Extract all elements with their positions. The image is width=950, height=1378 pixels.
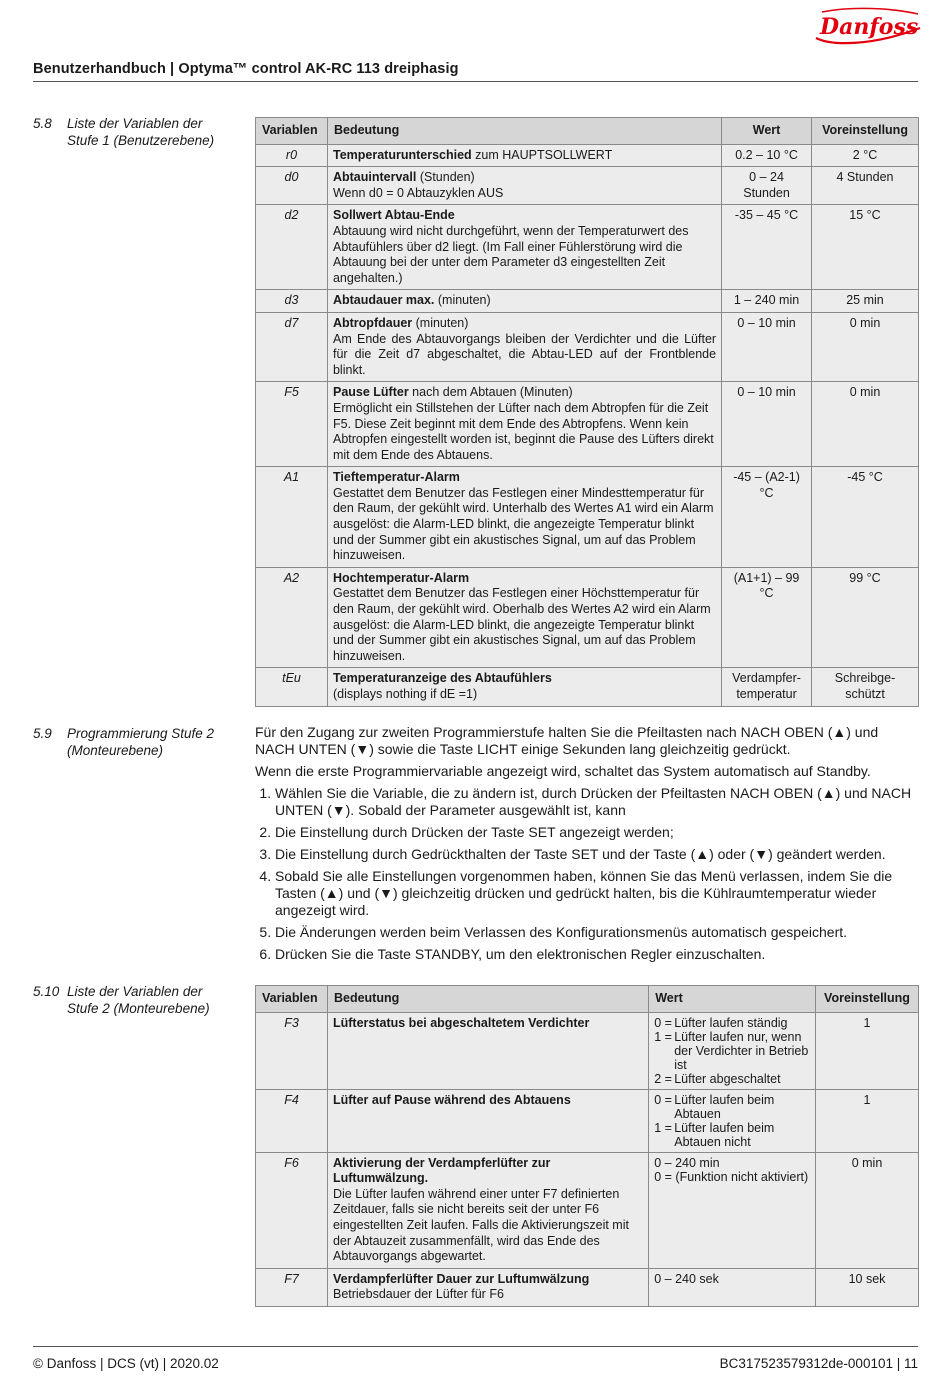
variable-description bbox=[327, 1012, 648, 1089]
variable-value-range bbox=[649, 1152, 816, 1268]
value-line bbox=[654, 1156, 810, 1170]
variable-default: -45 °C bbox=[812, 467, 919, 568]
value-line bbox=[654, 1016, 810, 1030]
value-text: Lüfter laufen beim Abtauen bbox=[674, 1092, 775, 1121]
variable-text: Wenn d0 = 0 Abtauzyklen AUS bbox=[332, 185, 504, 200]
variable-code: F7 bbox=[256, 1268, 328, 1306]
variable-description bbox=[327, 668, 721, 706]
danfoss-logo bbox=[812, 6, 924, 48]
variable-code: A2 bbox=[256, 567, 328, 668]
variable-default: 4 Stunden bbox=[812, 167, 919, 205]
value-text: Lüfter laufen beim Abtauen nicht bbox=[674, 1120, 775, 1149]
table-row bbox=[256, 1152, 919, 1268]
value-line bbox=[654, 1121, 810, 1149]
variable-title: Pause Lüfter bbox=[332, 385, 409, 400]
variable-default: 15 °C bbox=[812, 205, 919, 290]
variable-title: Aktivierung der Verdampferlüfter zur Luftumwälzung. bbox=[332, 1155, 551, 1186]
value-text: Lüfter laufen nur, wenn der Verdichter in Betrieb ist bbox=[674, 1029, 809, 1072]
variable-title: Abtropfdauer bbox=[332, 315, 413, 330]
variable-title: Sollwert Abtau-Ende bbox=[332, 208, 455, 223]
variable-title: Verdampferlüfter Dauer zur Luftumwälzung bbox=[332, 1271, 590, 1286]
variable-default: 25 min bbox=[812, 290, 919, 313]
variable-code: d0 bbox=[256, 167, 328, 205]
value-line bbox=[654, 1170, 810, 1184]
variable-text: Ermöglicht ein Stillstehen der Lüfter nach dem Abtropfen für die Zeit F5. Diese Zeit beginnt mit dem Ende des Abtropfens. Wenn kein Abtropfen eingestellt worden ist, beginnt die Pause des Lüfters direkt mit dem Ende des Abtauens. bbox=[332, 400, 714, 462]
variable-default: 1 bbox=[816, 1089, 919, 1152]
section-number: 5.10 bbox=[33, 984, 60, 999]
table-row bbox=[256, 1268, 919, 1306]
table-header-row bbox=[256, 118, 919, 145]
variable-value-range bbox=[649, 1012, 816, 1089]
variable-code: F3 bbox=[256, 1012, 328, 1089]
variable-description bbox=[327, 290, 721, 313]
variable-value-range: 0 – 10 min bbox=[722, 312, 812, 381]
value-line bbox=[654, 1072, 810, 1086]
variable-code: d2 bbox=[256, 205, 328, 290]
value-line bbox=[654, 1093, 810, 1121]
variable-text: Gestattet dem Benutzer das Festlegen einer Höchsttemperatur für den Raum, der gekühlt wird. Oberhalb des Wertes A2 wird ein Alarm ausgelöst: die Alarm-LED blinkt, die angezeigte Temperatur blinkt und der Summer gibt ein akustisches Signal, um auf das Problem hinzuweisen. bbox=[332, 586, 711, 663]
variable-code: r0 bbox=[256, 144, 328, 167]
section-title: Liste der Variablen der Stufe 1 (Benutzerebene) bbox=[67, 116, 215, 148]
variable-title-suffix: (minuten) bbox=[412, 315, 469, 330]
table-row bbox=[256, 467, 919, 568]
variable-title: Abtaudauer max. bbox=[332, 293, 435, 308]
variable-default: Schreibge-schützt bbox=[812, 668, 919, 706]
header-bedeutung: Bedeutung bbox=[327, 118, 721, 145]
table-row bbox=[256, 1012, 919, 1089]
variable-code: F5 bbox=[256, 382, 328, 467]
table-row bbox=[256, 567, 919, 668]
value-line bbox=[654, 1030, 810, 1072]
variable-code: F4 bbox=[256, 1089, 328, 1152]
header-voreinstellung: Voreinstellung bbox=[812, 118, 919, 145]
variable-description bbox=[327, 1268, 648, 1306]
section-title: Programmierung Stufe 2 (Monteurebene) bbox=[67, 726, 215, 758]
intro-paragraph-2: Wenn die erste Programmiervariable angezeigt wird, schaltet das System automatisch auf Standby. bbox=[255, 763, 871, 779]
list-item: 6. Drücken Sie die Taste STANDBY, um den elektronischen Regler einzuschalten. bbox=[275, 946, 919, 963]
variable-title: Lüfterstatus bei abgeschaltetem Verdichter bbox=[332, 1015, 590, 1030]
variable-title: Tieftemperatur-Alarm bbox=[332, 470, 460, 485]
variable-value-range: -45 – (A2-1) °C bbox=[722, 467, 812, 568]
variable-description bbox=[327, 144, 721, 167]
list-item: 4. Sobald Sie alle Einstellungen vorgenommen haben, können Sie das Menü verlassen, indem Sie die Tasten (▲) und (▼) gleichzeitig drücken und gedrückt halten, bis die Kühlraumtemperatur wieder angezeigt wird. bbox=[275, 868, 919, 919]
variable-title: Temperaturanzeige des Abtaufühlers bbox=[332, 671, 552, 686]
variables-table-stufe-2 bbox=[255, 985, 919, 1307]
list-item: 2. Die Einstellung durch Drücken der Taste SET angezeigt werden; bbox=[275, 824, 919, 841]
footer-rule bbox=[33, 1346, 918, 1347]
variable-text: Gestattet dem Benutzer das Festlegen einer Mindesttemperatur für den Raum, der gekühlt wird. Unterhalb des Wertes A1 wird ein Alarm ausgelöst: die Alarm-LED blinkt, die angezeigte Temperatur blinkt und der Summer gibt ein akustisches Signal, um auf das Problem hinzuweisen. bbox=[332, 485, 714, 563]
variable-description bbox=[327, 1152, 648, 1268]
section-number: 5.9 bbox=[33, 726, 52, 741]
value-text: 0 – 240 min bbox=[654, 1155, 720, 1170]
variable-text: Betriebsdauer der Lüfter für F6 bbox=[332, 1287, 504, 1302]
footer-doc-id: BC317523579312de-000101 | 11 bbox=[719, 1356, 918, 1371]
variable-default: 99 °C bbox=[812, 567, 919, 668]
variable-title-suffix: nach dem Abtauen (Minuten) bbox=[408, 385, 573, 400]
header-variablen: Variablen bbox=[256, 986, 328, 1013]
variable-description bbox=[327, 467, 721, 568]
variable-default: 10 sek bbox=[816, 1268, 919, 1306]
value-code: 1 = bbox=[654, 1029, 672, 1044]
variable-value-range: Verdampfer-temperatur bbox=[722, 668, 812, 706]
variables-table-stufe-1 bbox=[255, 117, 919, 707]
list-item: 3. Die Einstellung durch Gedrückthalten der Taste SET und der Taste (▲) oder (▼) geändert werden. bbox=[275, 846, 919, 863]
value-line bbox=[654, 1272, 810, 1286]
variable-code: d7 bbox=[256, 312, 328, 381]
variable-description bbox=[327, 382, 721, 467]
variable-value-range bbox=[649, 1089, 816, 1152]
table-row bbox=[256, 1089, 919, 1152]
value-text: Lüfter laufen ständig bbox=[674, 1015, 788, 1030]
value-code: 0 = bbox=[654, 1015, 672, 1030]
variable-description bbox=[327, 1089, 648, 1152]
document-title: Benutzerhandbuch | Optyma™ control AK-RC 113 dreiphasig bbox=[33, 61, 459, 77]
table-row bbox=[256, 668, 919, 706]
value-text: 0 = (Funktion nicht aktiviert) bbox=[654, 1169, 809, 1184]
header-voreinstellung: Voreinstellung bbox=[816, 986, 919, 1013]
table-row bbox=[256, 144, 919, 167]
value-code: 2 = bbox=[654, 1071, 672, 1086]
variable-default: 0 min bbox=[812, 312, 919, 381]
section-number: 5.8 bbox=[33, 116, 52, 131]
value-text: Lüfter abgeschaltet bbox=[674, 1071, 781, 1086]
variable-code: tEu bbox=[256, 668, 328, 706]
variable-value-range: 0 – 10 min bbox=[722, 382, 812, 467]
variable-value-range: 0.2 – 10 °C bbox=[722, 144, 812, 167]
table-header-row bbox=[256, 986, 919, 1013]
variable-title-suffix: zum HAUPTSOLLWERT bbox=[471, 147, 613, 162]
variable-text: (displays nothing if dE =1) bbox=[332, 687, 478, 701]
variable-default: 0 min bbox=[812, 382, 919, 467]
variable-value-range: -35 – 45 °C bbox=[722, 205, 812, 290]
variable-description bbox=[327, 567, 721, 668]
value-code: 1 = bbox=[654, 1120, 672, 1135]
variable-code: d3 bbox=[256, 290, 328, 313]
variable-code: F6 bbox=[256, 1152, 328, 1268]
table-row bbox=[256, 382, 919, 467]
header-bedeutung: Bedeutung bbox=[327, 986, 648, 1013]
variable-text: Am Ende des Abtauvorgangs bleiben der Verdichter und die Lüfter für die Zeit d7 abgeschaltet, die Abtau-LED auf der Frontblende blinkt. bbox=[332, 331, 717, 377]
variable-value-range: 1 – 240 min bbox=[722, 290, 812, 313]
variable-code: A1 bbox=[256, 467, 328, 568]
list-item: 5. Die Änderungen werden beim Verlassen des Konfigurationsmenüs automatisch gespeichert. bbox=[275, 924, 919, 941]
variable-value-range bbox=[649, 1268, 816, 1306]
table-row bbox=[256, 290, 919, 313]
footer-copyright: © Danfoss | DCS (vt) | 2020.02 bbox=[33, 1356, 219, 1371]
value-code: 0 = bbox=[654, 1092, 672, 1107]
variable-value-range: (A1+1) – 99 °C bbox=[722, 567, 812, 668]
variable-value-range: 0 – 24 Stunden bbox=[722, 167, 812, 205]
brand-wordmark: Danfoss bbox=[820, 14, 919, 40]
header-rule bbox=[33, 81, 918, 82]
value-text: 0 – 240 sek bbox=[654, 1271, 719, 1286]
header-variablen: Variablen bbox=[256, 118, 328, 145]
variable-text: Die Lüfter laufen während einer unter F7 definierten Zeitdauer, falls sie nicht bereits seit der unter F6 eingestellten Zeit laufen. Falls die Aktivierungszeit mit der Abtauzeit zusammenfällt, wird das Ende des Abtauvorgangs abgewartet. bbox=[332, 1186, 629, 1264]
table-row bbox=[256, 312, 919, 381]
variable-description bbox=[327, 205, 721, 290]
variable-title-suffix: (Stunden) bbox=[416, 170, 475, 185]
section-title: Liste der Variablen der Stufe 2 (Monteurebene) bbox=[67, 984, 210, 1016]
table-row bbox=[256, 167, 919, 205]
header-wert: Wert bbox=[722, 118, 812, 145]
variable-description bbox=[327, 312, 721, 381]
variable-title: Temperaturunterschied bbox=[332, 147, 472, 162]
variable-title-suffix: (minuten) bbox=[434, 293, 491, 308]
list-item: 1. Wählen Sie die Variable, die zu ändern ist, durch Drücken der Pfeiltasten NACH OBEN (▲) und NACH UNTEN (▼). Sobald der Parameter ausgewählt ist, kann bbox=[275, 785, 919, 819]
programming-instructions bbox=[255, 724, 919, 968]
variable-description bbox=[327, 167, 721, 205]
variable-title: Abtauintervall bbox=[332, 170, 417, 185]
variable-text: Abtauung wird nicht durchgeführt, wenn der Temperaturwert des Abtaufühlers über d2 liegt. (Im Fall einer Fühlerstörung wird die Abtauung bei der unter dem Parameter d3 eingestellten Zeit angehalten.) bbox=[332, 223, 689, 285]
variable-title: Lüfter auf Pause während des Abtauens bbox=[332, 1092, 571, 1107]
intro-paragraph-1: Für den Zugang zur zweiten Programmierstufe halten Sie die Pfeiltasten nach NACH OBEN (▲) und NACH UNTEN (▼) sowie die Taste LICHT einige Sekunden lang gleichzeitig gedrückt. bbox=[255, 724, 879, 757]
table-row bbox=[256, 205, 919, 290]
steps-list bbox=[255, 785, 919, 963]
variable-title: Hochtemperatur-Alarm bbox=[332, 570, 470, 585]
header-wert: Wert bbox=[649, 986, 816, 1013]
variable-default: 1 bbox=[816, 1012, 919, 1089]
variable-default: 0 min bbox=[816, 1152, 919, 1268]
variable-default: 2 °C bbox=[812, 144, 919, 167]
